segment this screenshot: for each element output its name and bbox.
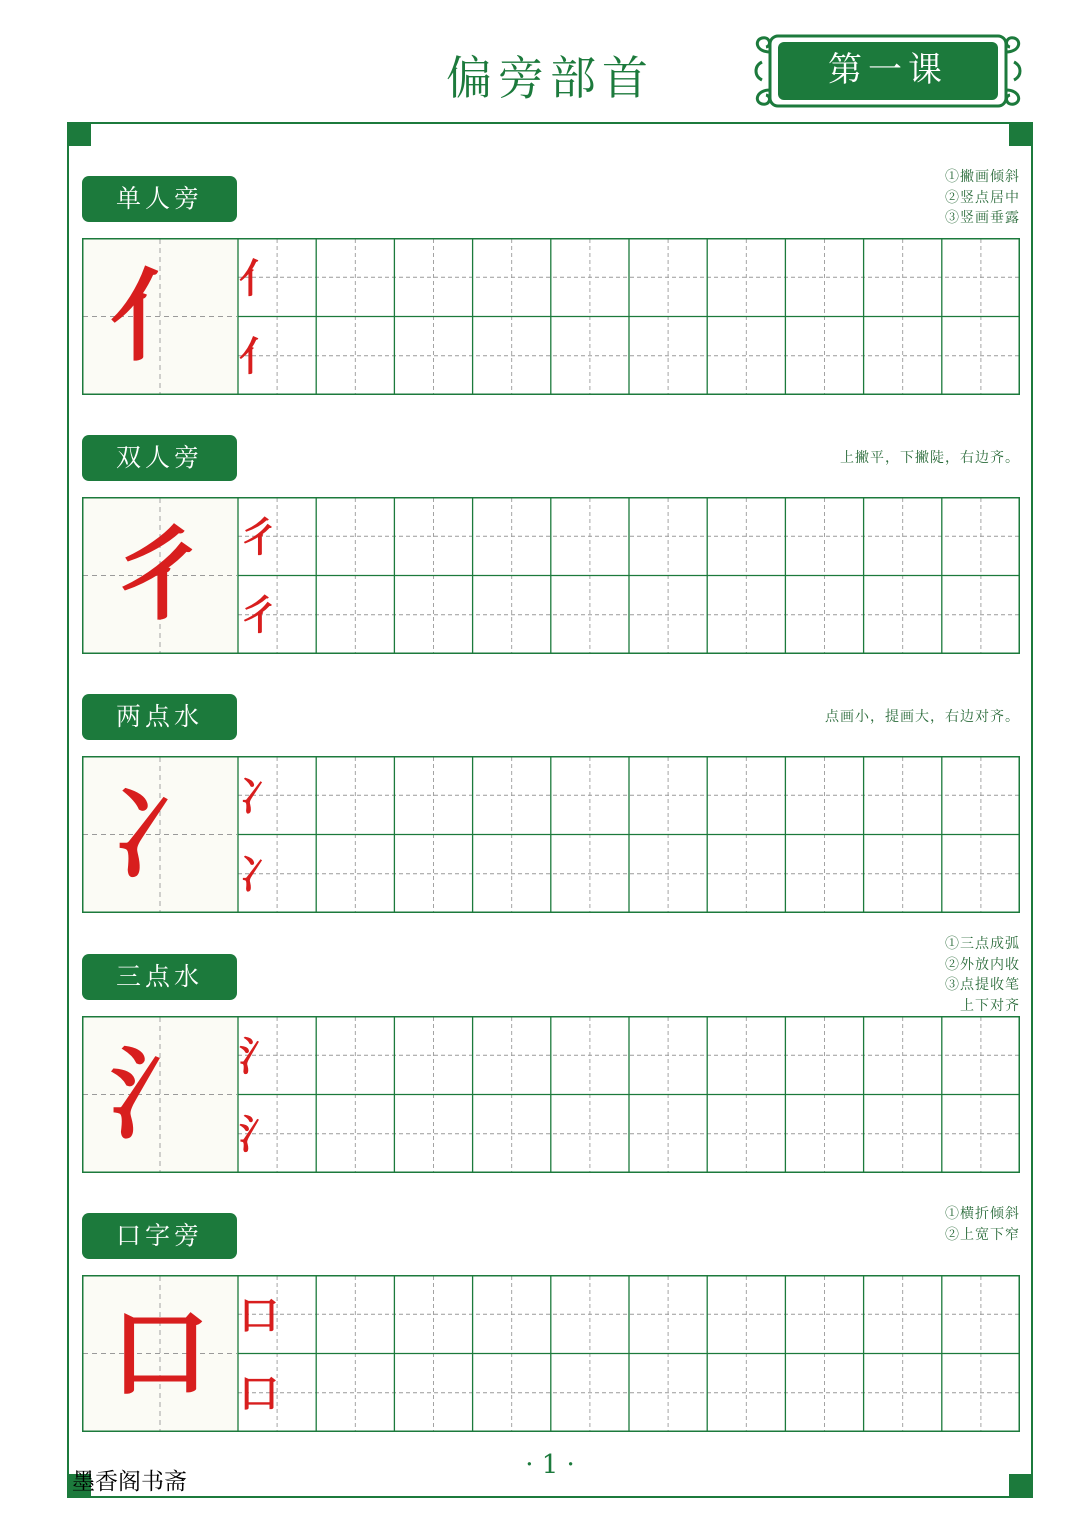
trace-glyph: 氵 [239, 1033, 279, 1080]
tip-line: 点画小，提画大，右边对齐。 [825, 709, 1020, 725]
section-tips [825, 707, 1020, 728]
tip-line: ②上宽下窄 [945, 1226, 1020, 1243]
frame-corner [1009, 1474, 1033, 1498]
model-glyph: 彳 [110, 516, 210, 634]
page-title: 偏旁部首 [446, 51, 654, 105]
frame-corner [1009, 122, 1033, 146]
section-label: 三点水 [82, 954, 237, 1000]
trace-glyph: 口 [239, 1370, 279, 1417]
section-label: 两点水 [82, 694, 237, 740]
brand-watermark: 墨香阁书斋 [72, 1469, 187, 1495]
tip-line: ①三点成弧 [945, 936, 1020, 952]
trace-glyph: 冫 [239, 851, 279, 898]
model-glyph: 氵 [110, 1035, 210, 1153]
section-tips [945, 167, 1020, 229]
tip-line: ③竖画垂露 [945, 210, 1020, 226]
model-glyph: 亻 [110, 257, 210, 375]
tip-line: ①横折倾斜 [945, 1206, 1020, 1222]
trace-glyph: 彳 [239, 514, 279, 561]
tip-line: ①撇画倾斜 [945, 169, 1020, 185]
tip-line: 上撇平，下撇陡，右边齐。 [840, 450, 1020, 466]
section-tips [945, 934, 1020, 1016]
section-label: 双人旁 [82, 435, 237, 481]
section-tips [945, 1204, 1020, 1245]
model-glyph: 口 [110, 1294, 210, 1412]
lesson-badge [750, 32, 1026, 110]
trace-glyph: 亻 [239, 333, 279, 380]
section-label: 口字旁 [82, 1213, 237, 1259]
trace-glyph: 口 [239, 1292, 279, 1339]
frame-corner [67, 122, 91, 146]
trace-glyph: 亻 [239, 255, 279, 302]
tip-line: ②外放内收 [945, 956, 1020, 973]
trace-glyph: 冫 [239, 773, 279, 820]
section-label: 单人旁 [82, 176, 237, 222]
page-number: · 1 · [525, 1450, 575, 1480]
section-tips [840, 448, 1020, 469]
model-glyph: 冫 [110, 775, 210, 893]
tip-line: 上下对齐 [960, 997, 1020, 1014]
trace-glyph: 彳 [239, 592, 279, 639]
trace-glyph: 氵 [239, 1111, 279, 1158]
tip-line: ③点提收笔 [945, 977, 1020, 993]
tip-line: ②竖点居中 [945, 189, 1020, 206]
lesson-title: 第一课 [828, 50, 948, 90]
